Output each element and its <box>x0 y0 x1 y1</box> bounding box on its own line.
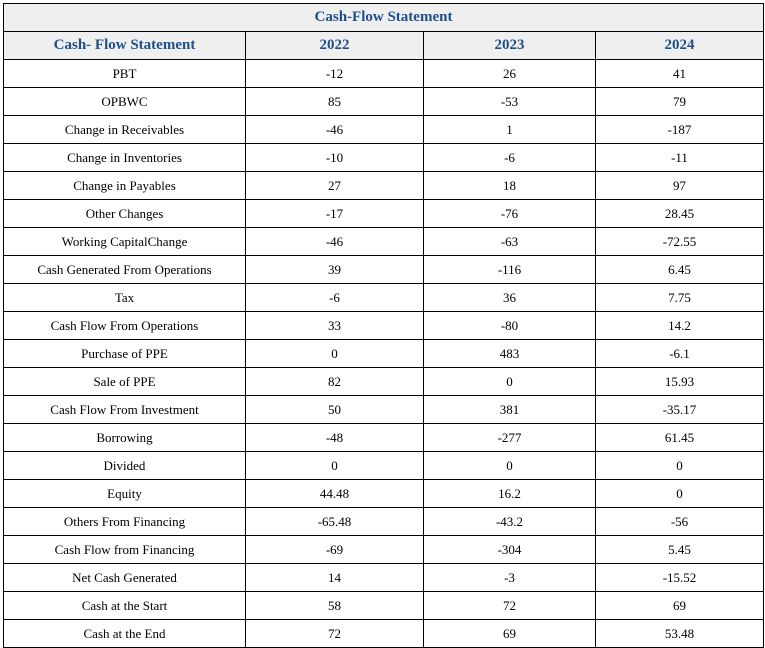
cell-2024: 61.45 <box>596 424 764 452</box>
header-year-2023: 2023 <box>424 32 596 60</box>
cell-2022: 85 <box>246 88 424 116</box>
cell-2024: 97 <box>596 172 764 200</box>
cell-2022: 82 <box>246 368 424 396</box>
cell-2022: 14 <box>246 564 424 592</box>
header-year-2022: 2022 <box>246 32 424 60</box>
row-label: Others From Financing <box>4 508 246 536</box>
cell-2023: -80 <box>424 312 596 340</box>
table-row <box>4 116 764 144</box>
cell-2022: -48 <box>246 424 424 452</box>
table-row <box>4 172 764 200</box>
table-row <box>4 564 764 592</box>
cell-2024: 6.45 <box>596 256 764 284</box>
table-row <box>4 592 764 620</box>
cell-2022: 0 <box>246 452 424 480</box>
cell-2022: -46 <box>246 228 424 256</box>
row-label: Purchase of PPE <box>4 340 246 368</box>
cell-2023: 72 <box>424 592 596 620</box>
table-row <box>4 340 764 368</box>
cell-2022: 39 <box>246 256 424 284</box>
cell-2023: 381 <box>424 396 596 424</box>
row-label: Cash Flow from Financing <box>4 536 246 564</box>
cell-2024: 28.45 <box>596 200 764 228</box>
table-row <box>4 228 764 256</box>
cell-2024: -187 <box>596 116 764 144</box>
cell-2023: 0 <box>424 452 596 480</box>
cell-2022: 44.48 <box>246 480 424 508</box>
row-label: Borrowing <box>4 424 246 452</box>
table-row <box>4 508 764 536</box>
cell-2022: -10 <box>246 144 424 172</box>
cell-2024: 69 <box>596 592 764 620</box>
table-row <box>4 480 764 508</box>
row-label: Cash Generated From Operations <box>4 256 246 284</box>
row-label: Change in Payables <box>4 172 246 200</box>
table-row <box>4 536 764 564</box>
table-row <box>4 620 764 648</box>
table-row <box>4 284 764 312</box>
row-label: Divided <box>4 452 246 480</box>
row-label: Working CapitalChange <box>4 228 246 256</box>
cell-2023: -6 <box>424 144 596 172</box>
table-row <box>4 312 764 340</box>
cell-2024: -35.17 <box>596 396 764 424</box>
cell-2024: 53.48 <box>596 620 764 648</box>
table-row <box>4 88 764 116</box>
table-row <box>4 368 764 396</box>
row-label: Cash Flow From Operations <box>4 312 246 340</box>
cell-2023: -277 <box>424 424 596 452</box>
cell-2023: 1 <box>424 116 596 144</box>
header-row <box>4 32 764 60</box>
cell-2023: 36 <box>424 284 596 312</box>
row-label: Equity <box>4 480 246 508</box>
row-label: Cash at the Start <box>4 592 246 620</box>
row-label: Other Changes <box>4 200 246 228</box>
cell-2023: 69 <box>424 620 596 648</box>
cell-2023: 0 <box>424 368 596 396</box>
row-label: PBT <box>4 60 246 88</box>
cell-2023: -116 <box>424 256 596 284</box>
header-label: Cash- Flow Statement <box>4 32 246 60</box>
row-label: Change in Receivables <box>4 116 246 144</box>
cash-flow-table <box>3 3 764 648</box>
table-title: Cash-Flow Statement <box>4 4 764 32</box>
title-row <box>4 4 764 32</box>
cell-2022: -65.48 <box>246 508 424 536</box>
table-row <box>4 396 764 424</box>
cell-2022: -12 <box>246 60 424 88</box>
cell-2022: 33 <box>246 312 424 340</box>
row-label: Cash at the End <box>4 620 246 648</box>
cell-2024: 14.2 <box>596 312 764 340</box>
cell-2024: -6.1 <box>596 340 764 368</box>
cell-2024: 5.45 <box>596 536 764 564</box>
cell-2024: 0 <box>596 452 764 480</box>
table-row <box>4 256 764 284</box>
row-label: Sale of PPE <box>4 368 246 396</box>
table-row <box>4 452 764 480</box>
header-year-2024: 2024 <box>596 32 764 60</box>
cell-2024: -11 <box>596 144 764 172</box>
table-row <box>4 200 764 228</box>
row-label: Change in Inventories <box>4 144 246 172</box>
cell-2023: -43.2 <box>424 508 596 536</box>
cell-2024: 41 <box>596 60 764 88</box>
row-label: Tax <box>4 284 246 312</box>
cell-2023: 483 <box>424 340 596 368</box>
row-label: Cash Flow From Investment <box>4 396 246 424</box>
cell-2023: 18 <box>424 172 596 200</box>
table-row <box>4 60 764 88</box>
cell-2022: -6 <box>246 284 424 312</box>
cell-2024: 79 <box>596 88 764 116</box>
cell-2024: -56 <box>596 508 764 536</box>
cell-2022: 72 <box>246 620 424 648</box>
table-row <box>4 144 764 172</box>
cell-2024: -72.55 <box>596 228 764 256</box>
cell-2023: 26 <box>424 60 596 88</box>
cell-2022: 50 <box>246 396 424 424</box>
cell-2024: 0 <box>596 480 764 508</box>
cell-2022: -69 <box>246 536 424 564</box>
cell-2022: 0 <box>246 340 424 368</box>
row-label: OPBWC <box>4 88 246 116</box>
cell-2022: 58 <box>246 592 424 620</box>
cell-2022: -46 <box>246 116 424 144</box>
cell-2024: 7.75 <box>596 284 764 312</box>
cell-2022: -17 <box>246 200 424 228</box>
cell-2023: 16.2 <box>424 480 596 508</box>
cell-2023: -53 <box>424 88 596 116</box>
cell-2023: -304 <box>424 536 596 564</box>
cash-flow-table-wrapper <box>3 3 764 648</box>
row-label: Net Cash Generated <box>4 564 246 592</box>
table-body <box>4 60 764 648</box>
cell-2024: -15.52 <box>596 564 764 592</box>
table-row <box>4 424 764 452</box>
cell-2023: -63 <box>424 228 596 256</box>
cell-2022: 27 <box>246 172 424 200</box>
cell-2023: -3 <box>424 564 596 592</box>
cell-2023: -76 <box>424 200 596 228</box>
cell-2024: 15.93 <box>596 368 764 396</box>
